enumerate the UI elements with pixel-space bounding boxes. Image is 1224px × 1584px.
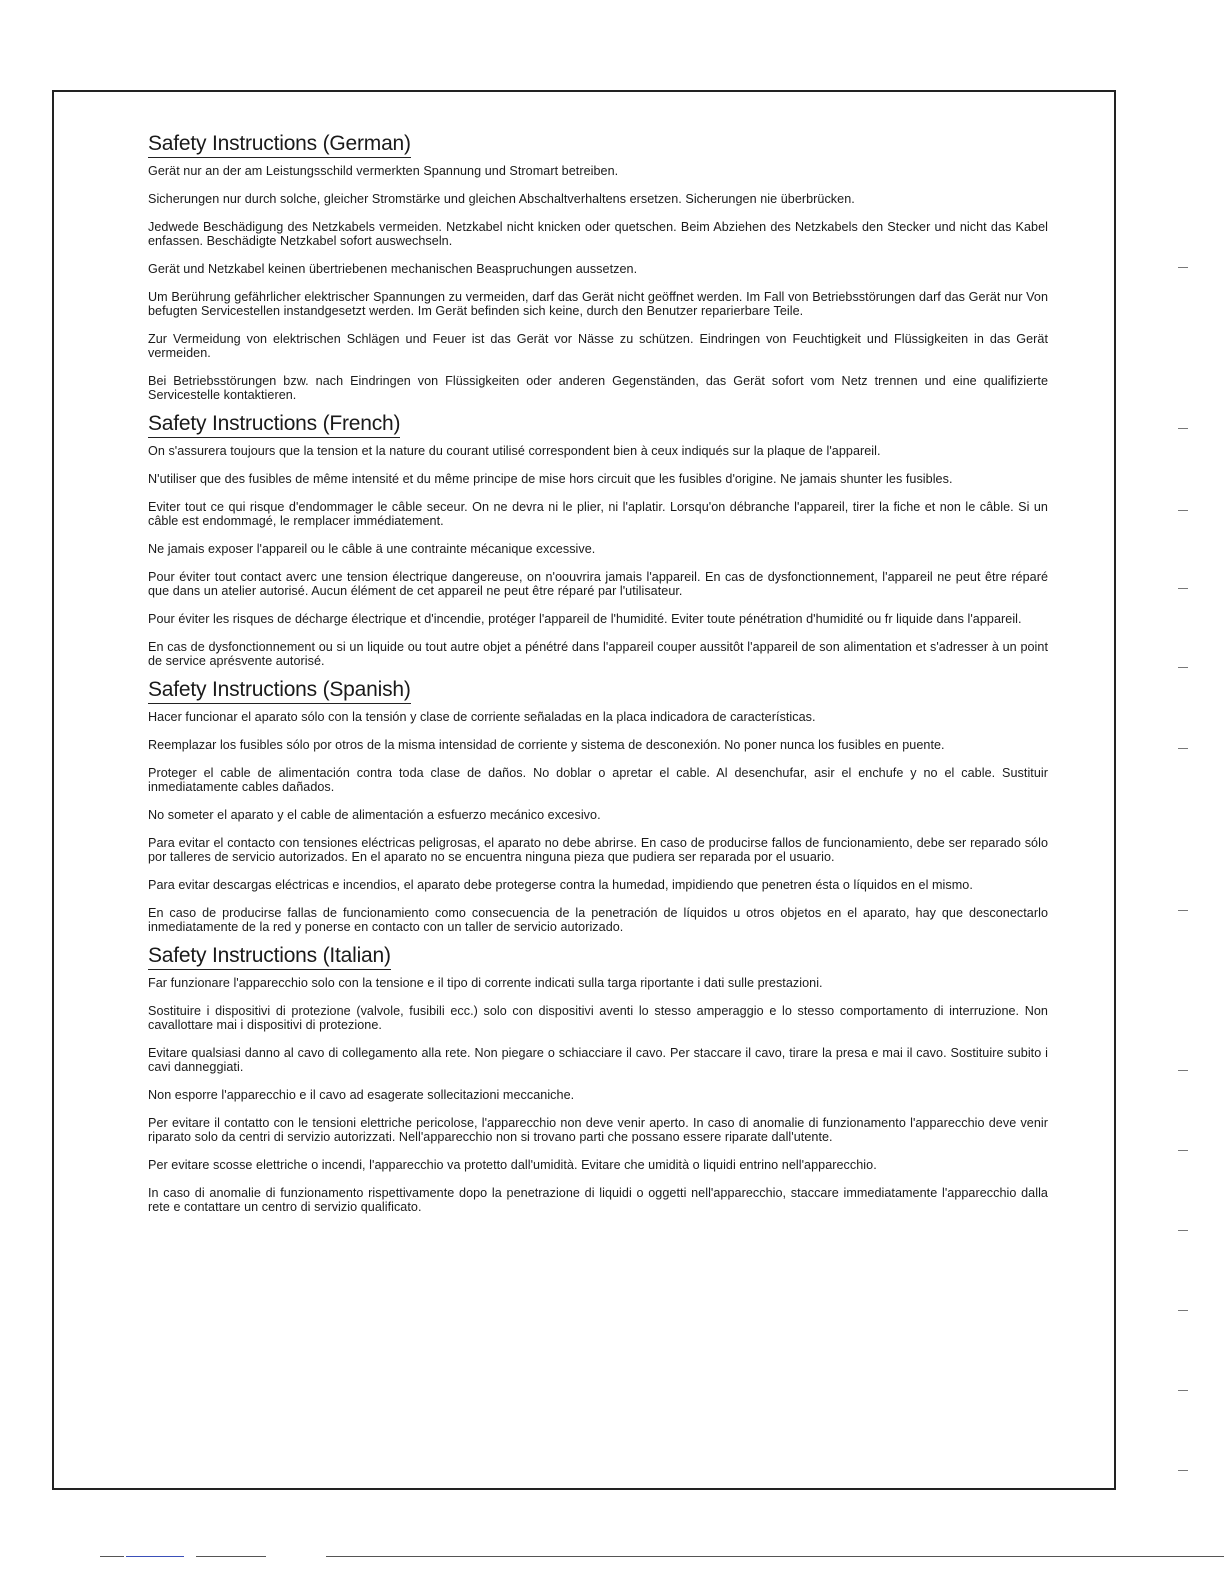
page-frame xyxy=(52,90,1116,1490)
paragraph: No someter el aparato y el cable de alimentación a esfuerzo mecánico excesivo. xyxy=(148,808,601,822)
edge-mark xyxy=(1178,1390,1188,1391)
paragraph: Evitare qualsiasi danno al cavo di collegamento alla rete. Non piegare o schiacciare il cavo. Per staccare il cavo, tirare la presa e mai il cavo. Sostituire subito i cavi danneggiati. xyxy=(148,1046,1048,1074)
paragraph: Pour éviter tout contact averc une tension électrique dangereuse, on n'oouvrira jamais l'appareil. En cas de dysfonctionnement, l'appareil ne peut être réparé que dans un atelier autorisé. Aucun élément de cet appareil ne peut être réparé par l'utilisateur. xyxy=(148,570,1048,598)
paragraph: Gerät nur an der am Leistungsschild vermerkten Spannung und Stromart betreiben. xyxy=(148,164,619,178)
paragraph: Um Berührung gefährlicher elektrischer Spannungen zu vermeiden, darf das Gerät nicht geöffnet werden. Im Fall von Betriebsstörungen darf das Gerät nur Von befugten Servicestellen instandgesetzt werden. Im Gerät befinden sich keine, durch den Benutzer reparierbare Teile. xyxy=(148,290,1048,318)
edge-mark xyxy=(1178,428,1188,429)
paragraph: Per evitare scosse elettriche o incendi, l'apparecchio va protetto dall'umidità. Evitare che umidità o liquidi entrino nell'apparecchio. xyxy=(148,1158,877,1172)
section-title-french: Safety Instructions (French) xyxy=(148,412,400,438)
paragraph: Far funzionare l'apparecchio solo con la tensione e il tipo di corrente indicati sulla targa riportante i dati sulle prestazioni. xyxy=(148,976,823,990)
edge-mark xyxy=(1178,1310,1188,1311)
paragraph: Per evitare il contatto con le tensioni elettriche pericolose, l'apparecchio non deve venir aperto. In caso di anomalie di funzionamento l'apparecchio deve venir riparato solo da centri di servizio autorizzati. Nell'apparecchio non si trovano parti che possano essere riparate dall'utente. xyxy=(148,1116,1048,1144)
bottom-rule xyxy=(326,1556,1224,1557)
bottom-rule xyxy=(100,1556,124,1557)
edge-mark xyxy=(1178,910,1188,911)
edge-mark xyxy=(1178,1070,1188,1071)
paragraph: Sostituire i dispositivi di protezione (valvole, fusibili ecc.) solo con dispositivi aventi lo stesso amperaggio e lo stesso comportamento di interruzione. Non cavallottare mai i dispositivi di protezione. xyxy=(148,1004,1048,1032)
section-french xyxy=(148,412,1048,668)
paragraph: On s'assurera toujours que la tension et la nature du courant utilisé correspondent bien à ceux indiqués sur la plaque de l'appareil. xyxy=(148,444,881,458)
section-title-german: Safety Instructions (German) xyxy=(148,132,411,158)
edge-mark xyxy=(1178,1230,1188,1231)
paragraph: Hacer funcionar el aparato sólo con la tensión y clase de corriente señaladas en la placa indicadora de características. xyxy=(148,710,816,724)
document-body xyxy=(148,132,1048,1228)
edge-mark xyxy=(1178,510,1188,511)
bottom-rule xyxy=(196,1556,266,1557)
edge-mark xyxy=(1178,748,1188,749)
section-german xyxy=(148,132,1048,402)
paragraph: Para evitar el contacto con tensiones eléctricas peligrosas, el aparato no debe abrirse. En caso de producirse fallos de funcionamiento, debe ser reparado sólo por talleres de servicio autorizados. En el aparato no se encuentra ninguna pieza que pudiera ser reparada por el usuario. xyxy=(148,836,1048,864)
section-title-spanish: Safety Instructions (Spanish) xyxy=(148,678,411,704)
section-italian xyxy=(148,944,1048,1214)
paragraph: Gerät und Netzkabel keinen übertriebenen mechanischen Beaspruchungen aussetzen. xyxy=(148,262,638,276)
paragraph: Zur Vermeidung von elektrischen Schlägen und Feuer ist das Gerät vor Nässe zu schützen. Eindringen von Feuchtigkeit und Flüssigkeiten in das Gerät vermeiden. xyxy=(148,332,1048,360)
edge-mark xyxy=(1178,1470,1188,1471)
bottom-rule xyxy=(126,1556,184,1557)
edge-mark xyxy=(1178,1150,1188,1151)
edge-mark xyxy=(1178,667,1188,668)
edge-mark xyxy=(1178,588,1188,589)
paragraph: In caso di anomalie di funzionamento rispettivamente dopo la penetrazione di liquidi o oggetti nell'apparecchio, staccare immediatamente l'apparecchio dalla rete e contattare un centro di servizio qualificato. xyxy=(148,1186,1048,1214)
paragraph: Reemplazar los fusibles sólo por otros de la misma intensidad de corriente y sistema de desconexión. No poner nunca los fusibles en puente. xyxy=(148,738,945,752)
paragraph: Non esporre l'apparecchio e il cavo ad esagerate sollecitazioni meccaniche. xyxy=(148,1088,575,1102)
paragraph: Pour éviter les risques de décharge électrique et d'incendie, protéger l'appareil de l'humidité. Eviter toute pénétration d'humidité ou fr liquide dans l'appareil. xyxy=(148,612,1022,626)
paragraph: Proteger el cable de alimentación contra toda clase de daños. No doblar o apretar el cable. Al desenchufar, asir el enchufe y no el cable. Sustituir inmediatamente cables dañados. xyxy=(148,766,1048,794)
paragraph: Eviter tout ce qui risque d'endommager le câble seceur. On ne devra ni le plier, ni l'aplatir. Lorsqu'on débranche l'appareil, tirer la fiche et non le câble. Si un câble est endommagé, le remplacer immédiatement. xyxy=(148,500,1048,528)
paragraph: Bei Betriebsstörungen bzw. nach Eindringen von Flüssigkeiten oder anderen Gegenständen, das Gerät sofort vom Netz trennen und eine qualifizierte Servicestelle kontaktieren. xyxy=(148,374,1048,402)
paragraph: Ne jamais exposer l'appareil ou le câble ä une contrainte mécanique excessive. xyxy=(148,542,596,556)
paragraph: N'utiliser que des fusibles de même intensité et du même principe de mise hors circuit que les fusibles d'origine. Ne jamais shunter les fusibles. xyxy=(148,472,953,486)
paragraph: En caso de producirse fallas de funcionamiento como consecuencia de la penetración de líquidos u otros objetos en el aparato, hay que desconectarlo inmediatamente de la red y ponerse en contacto con un taller de servicio autorizado. xyxy=(148,906,1048,934)
section-title-italian: Safety Instructions (Italian) xyxy=(148,944,391,970)
section-spanish xyxy=(148,678,1048,934)
paragraph: Para evitar descargas eléctricas e incendios, el aparato debe protegerse contra la humedad, impidiendo que penetren ésta o líquidos en el mismo. xyxy=(148,878,973,892)
paragraph: En cas de dysfonctionnement ou si un liquide ou tout autre objet a pénétré dans l'appareil couper aussitôt l'appareil de son alimentation et s'adresser à un point de service aprésvente autorisé. xyxy=(148,640,1048,668)
paragraph: Sicherungen nur durch solche, gleicher Stromstärke und gleichen Abschaltverhaltens ersetzen. Sicherungen nie überbrücken. xyxy=(148,192,855,206)
paragraph: Jedwede Beschädigung des Netzkabels vermeiden. Netzkabel nicht knicken oder quetschen. Beim Abziehen des Netzkabels den Stecker und nicht das Kabel enfassen. Beschädigte Netzkabel sofort auswechseln. xyxy=(148,220,1048,248)
edge-mark xyxy=(1178,267,1188,268)
